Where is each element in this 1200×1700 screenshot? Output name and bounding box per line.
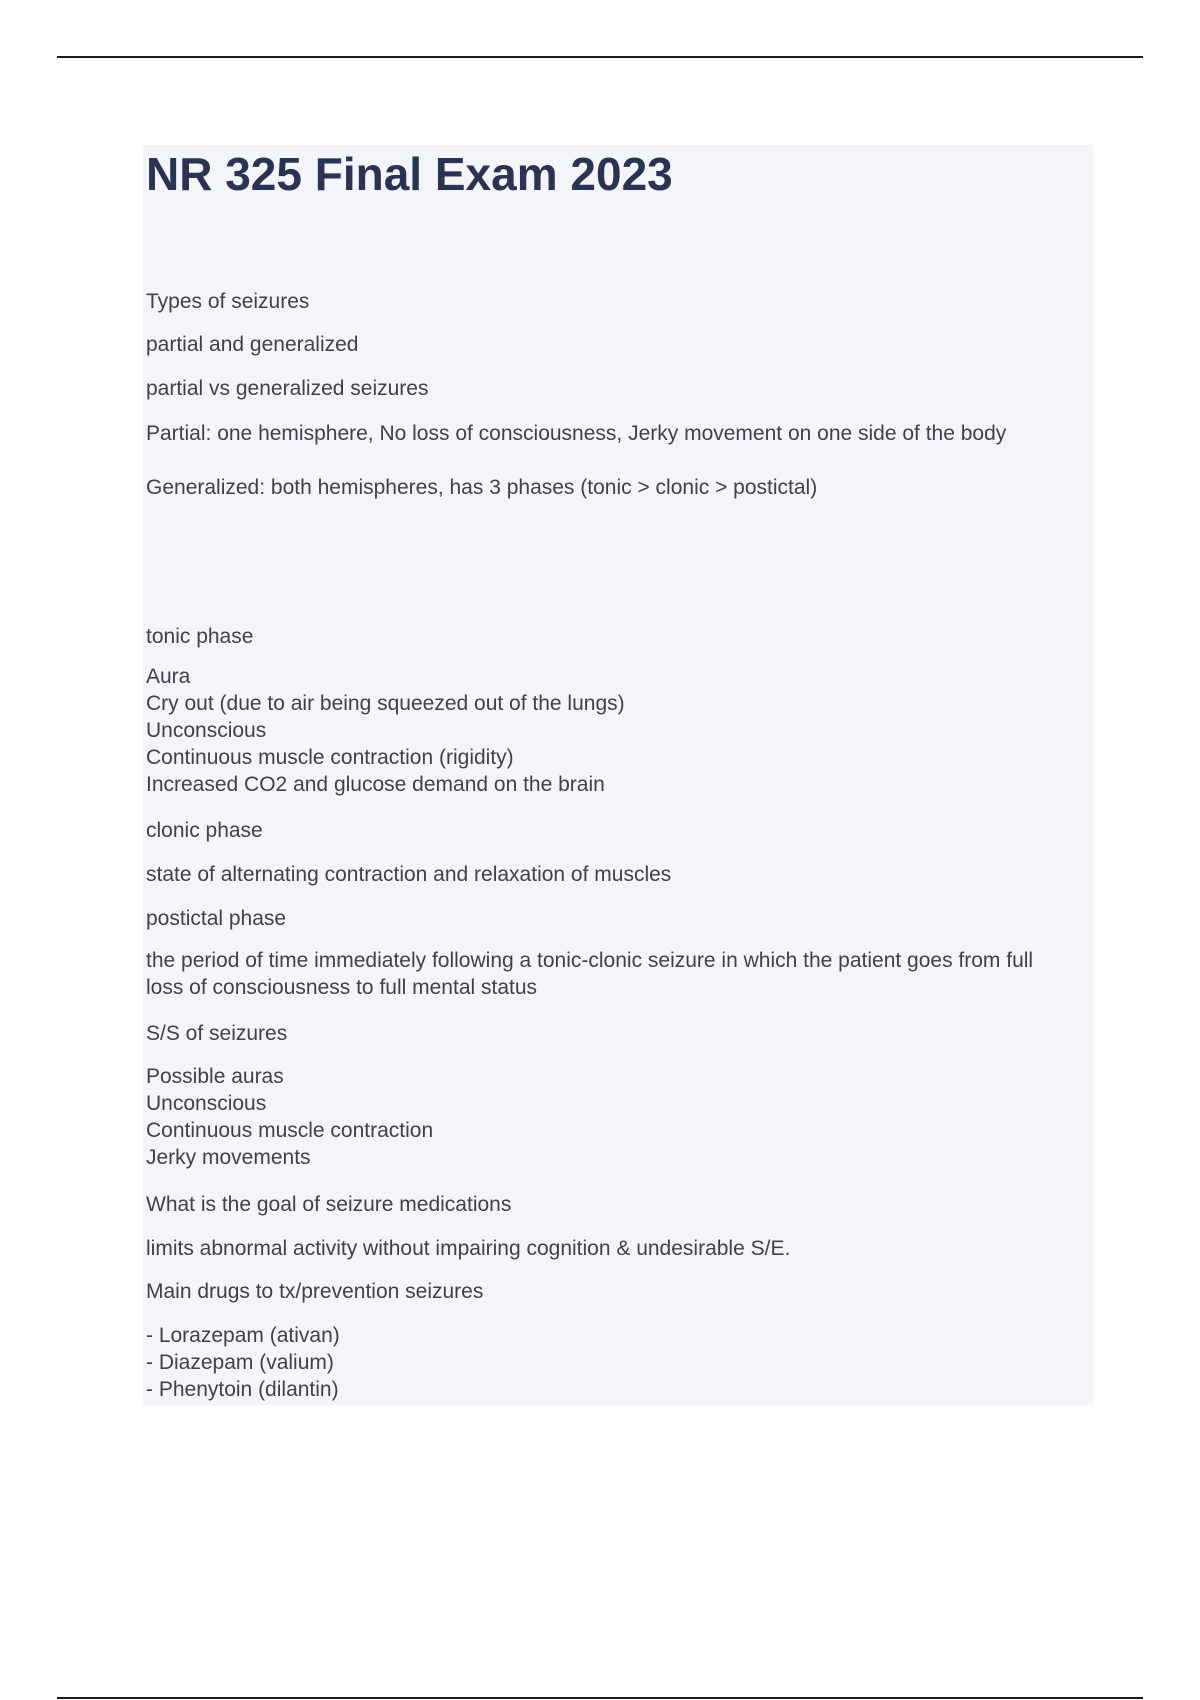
entry-line: What is the goal of seizure medications — [146, 1193, 512, 1216]
top-rule — [57, 56, 1143, 58]
answer-generalized — [146, 474, 817, 501]
answer-clonic-phase — [146, 861, 671, 888]
entry-line: Possible auras — [146, 1065, 284, 1088]
answer-main-drugs — [146, 1322, 340, 1403]
entry-line: Jerky movements — [146, 1146, 311, 1169]
entry-line: clonic phase — [146, 819, 263, 842]
entry-line: partial and generalized — [146, 333, 359, 356]
entry-line: limits abnormal activity without impairing cognition & undesirable S/E. — [146, 1237, 791, 1260]
entry-line: Continuous muscle contraction (rigidity) — [146, 746, 514, 769]
entry-line: Unconscious — [146, 1092, 267, 1115]
answer-types-of-seizures — [146, 331, 358, 358]
answer-signs-symptoms — [146, 1063, 433, 1171]
entry-line: Generalized: both hemispheres, has 3 phases (tonic > clonic > postictal) — [146, 476, 818, 499]
answer-postictal-phase — [146, 947, 1033, 1001]
question-main-drugs — [146, 1278, 483, 1305]
entry-line: Cry out (due to air being squeezed out of the lungs) — [146, 692, 625, 715]
answer-partial — [146, 420, 1006, 447]
entry-line: partial vs generalized seizures — [146, 377, 429, 400]
entry-line: state of alternating contraction and relaxation of muscles — [146, 863, 672, 886]
entry-line: Continuous muscle contraction — [146, 1119, 434, 1142]
question-partial-vs-generalized — [146, 375, 428, 402]
entry-line: Partial: one hemisphere, No loss of consciousness, Jerky movement on one side of the body — [146, 422, 1007, 445]
entry-line: - Diazepam (valium) — [146, 1351, 334, 1374]
entry-line: Types of seizures — [146, 290, 310, 313]
entry-line: - Lorazepam (ativan) — [146, 1324, 340, 1347]
question-types-of-seizures — [146, 288, 309, 315]
entry-line: Aura — [146, 665, 191, 688]
question-clonic-phase — [146, 817, 263, 844]
question-signs-symptoms — [146, 1020, 287, 1047]
entry-line: Increased CO2 and glucose demand on the brain — [146, 773, 605, 796]
entry-line: loss of consciousness to full mental status — [146, 976, 538, 999]
page-title: NR 325 Final Exam 2023 — [146, 148, 673, 200]
entry-line: tonic phase — [146, 625, 254, 648]
entry-line: Unconscious — [146, 719, 267, 742]
answer-tonic-phase — [146, 663, 625, 798]
question-postictal-phase — [146, 905, 286, 932]
entry-line: S/S of seizures — [146, 1022, 288, 1045]
answer-medication-goal — [146, 1235, 790, 1262]
entry-line: postictal phase — [146, 907, 287, 930]
entry-line: - Phenytoin (dilantin) — [146, 1378, 339, 1401]
entry-line: the period of time immediately following a tonic-clonic seizure in which the patient goes from full — [146, 949, 1034, 972]
bottom-rule — [57, 1697, 1143, 1699]
question-medication-goal — [146, 1191, 511, 1218]
entry-line: Main drugs to tx/prevention seizures — [146, 1280, 484, 1303]
question-tonic-phase — [146, 623, 253, 650]
